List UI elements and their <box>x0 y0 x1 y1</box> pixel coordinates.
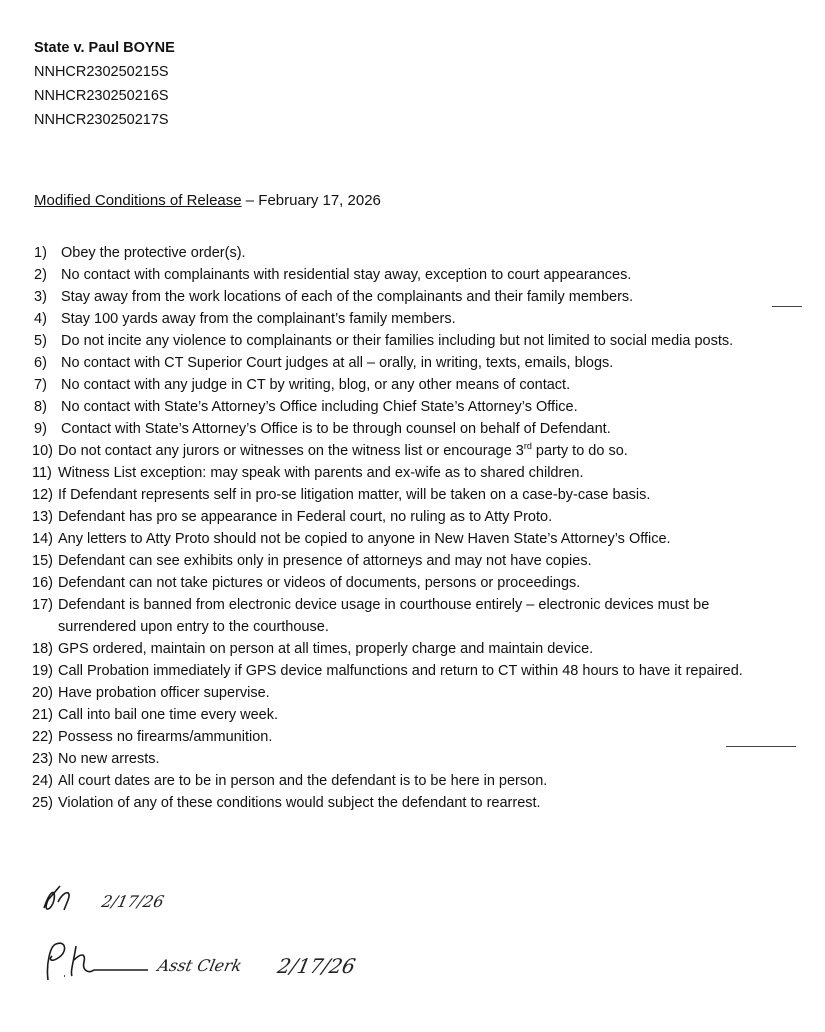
condition-item <box>0 286 770 308</box>
condition-item <box>0 264 770 286</box>
condition-item <box>0 462 770 484</box>
condition-number: 24) <box>32 773 53 789</box>
condition-text: All court dates are to be in person and the defendant is to be here in person. <box>58 773 548 789</box>
condition-text: Defendant has pro se appearance in Federal court, no ruling as to Atty Proto. <box>58 509 553 525</box>
condition-number: 14) <box>32 531 53 547</box>
condition-item <box>0 506 770 528</box>
condition-item <box>0 572 770 594</box>
condition-item <box>0 770 770 792</box>
handwritten-date-2: 2/17/26 <box>275 954 358 978</box>
condition-number: 19) <box>32 663 53 679</box>
condition-item <box>0 704 770 726</box>
condition-text: Have probation officer supervise. <box>58 685 270 701</box>
condition-number: 12) <box>32 487 53 503</box>
condition-text: If Defendant represents self in pro-se litigation matter, will be taken on a case-by-case basis. <box>58 487 651 503</box>
condition-number: 5) <box>34 333 47 349</box>
condition-item <box>0 242 770 264</box>
condition-number: 9) <box>34 421 47 437</box>
condition-text: Any letters to Atty Proto should not be copied to anyone in New Haven State’s Attorney’s Office. <box>58 531 671 547</box>
condition-number: 20) <box>32 685 53 701</box>
signature-area <box>30 880 430 1000</box>
condition-item <box>0 682 770 704</box>
condition-number: 16) <box>32 575 53 591</box>
heading-date: – February 17, 2026 <box>241 192 381 209</box>
docket-number-2: NNHCR230250216S <box>34 88 169 104</box>
handwritten-date-1: 2/17/26 <box>99 892 166 911</box>
condition-item <box>0 748 770 770</box>
condition-text: Stay away from the work locations of each of the complainants and their family members. <box>61 289 634 305</box>
conditions-list <box>0 242 770 814</box>
condition-text: Violation of any of these conditions would subject the defendant to rearrest. <box>58 795 541 811</box>
condition-text: Defendant is banned from electronic device usage in courthouse entirely – electronic devices must be surrendered upon entry to the courthouse. <box>58 597 710 635</box>
condition-text: Defendant can not take pictures or videos of documents, persons or proceedings. <box>58 575 581 591</box>
condition-number: 3) <box>34 289 47 305</box>
condition-number: 21) <box>32 707 53 723</box>
condition-text: Obey the protective order(s). <box>61 245 246 261</box>
condition-number: 10) <box>32 443 53 459</box>
condition-item <box>0 330 770 352</box>
condition-number: 1) <box>34 245 47 261</box>
condition-number: 25) <box>32 795 53 811</box>
ordinal-suffix: rd <box>523 441 532 452</box>
condition-text: Contact with State’s Attorney’s Office is to be through counsel on behalf of Defendant. <box>61 421 611 437</box>
condition-item <box>0 528 770 550</box>
condition-item <box>0 594 770 638</box>
condition-text: Defendant can see exhibits only in presence of attorneys and may not have copies. <box>58 553 592 569</box>
heading-title: Modified Conditions of Release <box>34 192 242 209</box>
condition-item <box>0 352 770 374</box>
case-title: State v. Paul BOYNE <box>34 40 175 56</box>
condition-item <box>0 660 770 682</box>
handwritten-clerk-title: Asst Clerk <box>155 956 244 975</box>
docket-number-3: NNHCR230250217S <box>34 112 169 128</box>
condition-item <box>0 440 770 462</box>
condition-text: No contact with CT Superior Court judges at all – orally, in writing, texts, emails, blogs. <box>61 355 614 371</box>
clerk-signature <box>47 943 148 980</box>
condition-item <box>0 792 770 814</box>
condition-item <box>0 638 770 660</box>
condition-text: Witness List exception: may speak with parents and ex-wife as to shared children. <box>58 465 584 481</box>
condition-number: 13) <box>32 509 53 525</box>
condition-text: No contact with State’s Attorney’s Office including Chief State’s Attorney’s Office. <box>61 399 578 415</box>
condition-number: 4) <box>34 311 47 327</box>
condition-text: GPS ordered, maintain on person at all times, properly charge and maintain device. <box>58 641 594 657</box>
condition-number: 17) <box>32 597 53 613</box>
condition-number: 22) <box>32 729 53 745</box>
docket-number-1: NNHCR230250215S <box>34 64 169 80</box>
condition-item <box>0 374 770 396</box>
condition-text: Do not incite any violence to complainants or their families including but not limited to social media posts. <box>61 333 734 349</box>
condition-text: No new arrests. <box>58 751 160 767</box>
condition-number: 15) <box>32 553 53 569</box>
condition-number: 2) <box>34 267 47 283</box>
condition-number: 7) <box>34 377 47 393</box>
initials-signature <box>44 886 69 910</box>
scan-mark <box>772 306 802 307</box>
document-heading <box>34 192 381 209</box>
condition-text-end: party to do so. <box>531 443 628 459</box>
condition-text: Stay 100 yards away from the complainant’s family members. <box>61 311 456 327</box>
condition-item <box>0 418 770 440</box>
handwritten-signatures <box>30 880 430 1000</box>
condition-text: No contact with any judge in CT by writing, blog, or any other means of contact. <box>61 377 571 393</box>
condition-item <box>0 396 770 418</box>
condition-number: 6) <box>34 355 47 371</box>
condition-item <box>0 726 770 748</box>
scan-mark <box>726 746 796 747</box>
condition-text: Possess no firearms/ammunition. <box>58 729 273 745</box>
condition-text: Call into bail one time every week. <box>58 707 279 723</box>
condition-number: 8) <box>34 399 47 415</box>
condition-number: 11) <box>32 465 52 481</box>
condition-number: 23) <box>32 751 53 767</box>
condition-item <box>0 308 770 330</box>
condition-text: Do not contact any jurors or witnesses on the witness list or encourage 3 <box>58 443 524 459</box>
condition-text: No contact with complainants with residential stay away, exception to court appearances. <box>61 267 632 283</box>
condition-number: 18) <box>32 641 53 657</box>
condition-text: Call Probation immediately if GPS device malfunctions and return to CT within 48 hours to have it repaired. <box>58 663 743 679</box>
case-caption <box>34 36 175 132</box>
condition-item <box>0 550 770 572</box>
condition-item <box>0 484 770 506</box>
